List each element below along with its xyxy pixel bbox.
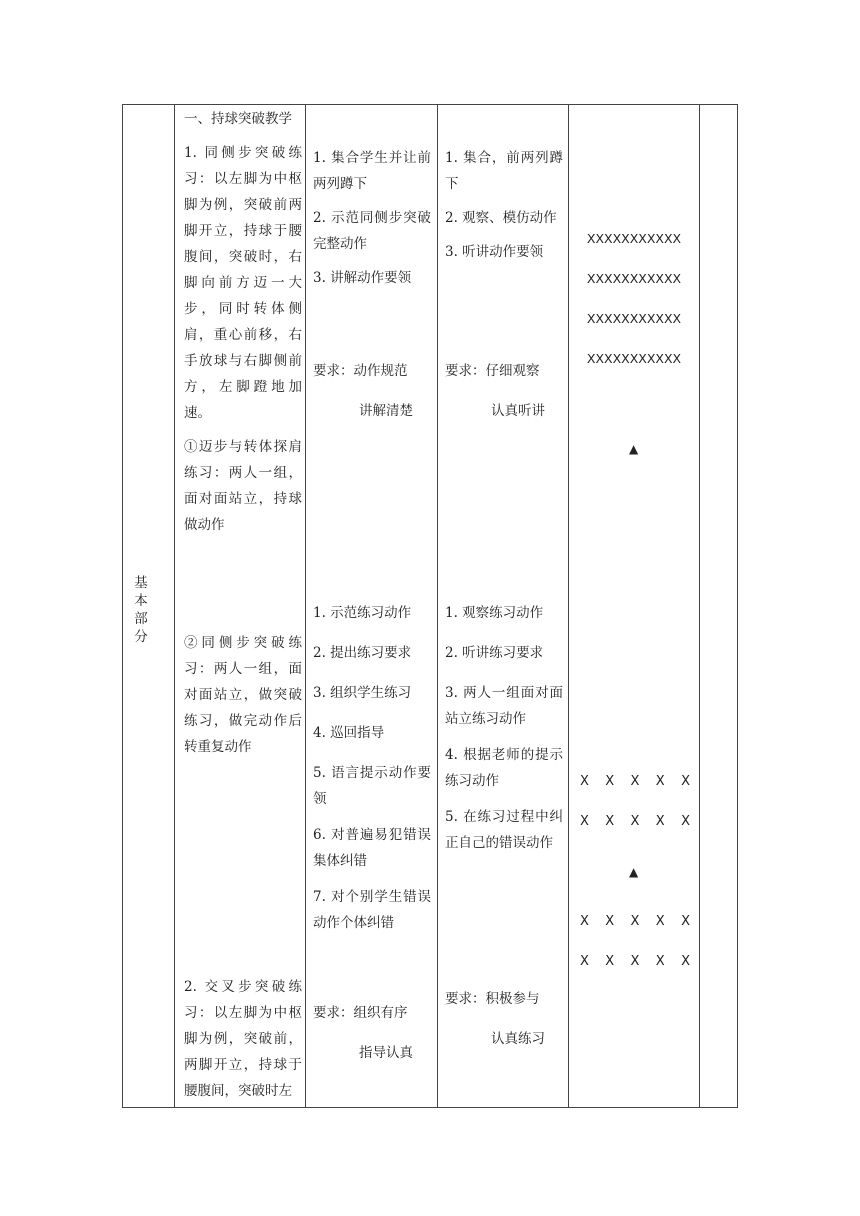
student-mark: X	[630, 774, 640, 789]
column-divider	[437, 104, 438, 1108]
list-item: 3. 讲解动作要领	[313, 270, 412, 286]
content-column-b	[184, 630, 302, 768]
student-mark: X	[605, 954, 615, 969]
column-divider	[174, 104, 175, 1108]
requirement-line: 认真听讲	[491, 403, 545, 419]
list-item: 7. 对个别学生错误动作个体纠错	[313, 889, 431, 931]
teacher-marker-icon: ▲	[629, 442, 639, 456]
content-column-c	[184, 974, 302, 1112]
lesson-title: 一、持球突破教学	[184, 111, 292, 127]
formation-row: XXXXXXXXXXX	[586, 271, 682, 286]
drill-step-2: ②同侧步突破练习：两人一组，面对面站立，做突破练习，做完动作后转重复动作	[184, 635, 302, 755]
student-requirement-b	[445, 986, 563, 1060]
student-mark: X	[580, 954, 589, 969]
list-item: 6. 对普遍易犯错误集体纠错	[313, 827, 431, 869]
student-activities-a	[445, 145, 563, 273]
list-item: 2. 听讲练习要求	[445, 645, 544, 661]
student-mark: X	[605, 774, 615, 789]
requirement-label: 要求：动作规范	[313, 363, 408, 379]
student-mark: X	[681, 774, 690, 789]
formation-row	[580, 954, 690, 969]
requirement-label: 要求：组织有序	[313, 1005, 408, 1021]
list-item: 3. 听讲动作要领	[445, 244, 544, 260]
student-mark: X	[681, 914, 690, 929]
list-item: 3. 组织学生练习	[313, 685, 412, 701]
drill-step-1: ①迈步与转体探肩练习：两人一组，面对面站立，持球做动作	[184, 439, 302, 533]
student-mark: X	[655, 774, 665, 789]
formation-row	[580, 914, 690, 929]
section-label: 基 本 部 分	[134, 575, 148, 645]
student-mark: X	[655, 954, 665, 969]
student-mark: X	[580, 774, 589, 789]
list-item: 2. 观察、模仿动作	[445, 210, 557, 226]
requirement-label: 要求：积极参与	[445, 991, 540, 1007]
teacher-marker-icon: ▲	[629, 865, 639, 879]
list-item: 3. 两人一组面对面站立练习动作	[445, 685, 563, 727]
list-item: 5. 在练习过程中纠正自己的错误动作	[445, 809, 563, 851]
student-mark: X	[681, 814, 690, 829]
student-mark: X	[605, 814, 615, 829]
requirement-line: 指导认真	[359, 1045, 413, 1061]
list-item: 4. 根据老师的提示练习动作	[445, 747, 563, 789]
teacher-requirement-a	[313, 358, 431, 432]
content-column	[184, 106, 302, 546]
formation-row: XXXXXXXXXXX	[586, 351, 682, 366]
list-item: 2. 提出练习要求	[313, 645, 412, 661]
list-item: 1. 集合学生并让前两列蹲下	[313, 150, 431, 192]
student-mark: X	[580, 914, 589, 929]
column-divider	[699, 104, 700, 1108]
student-mark: X	[605, 914, 615, 929]
student-mark: X	[681, 954, 690, 969]
requirement-label: 要求：仔细观察	[445, 363, 540, 379]
formation-row	[580, 774, 690, 789]
list-item: 1. 示范练习动作	[313, 605, 412, 621]
column-divider	[568, 104, 569, 1108]
formation-row: XXXXXXXXXXX	[586, 311, 682, 326]
teacher-requirement-b	[313, 1000, 431, 1074]
teacher-activities-a	[313, 145, 431, 299]
list-item: 5. 语言提示动作要领	[313, 765, 431, 807]
formation-row	[580, 814, 690, 829]
student-mark: X	[630, 814, 640, 829]
requirement-line: 认真练习	[491, 1031, 545, 1047]
student-mark: X	[630, 954, 640, 969]
student-requirement-a	[445, 358, 563, 432]
requirement-line: 讲解清楚	[359, 403, 413, 419]
list-item: 1. 观察练习动作	[445, 605, 544, 621]
teacher-activities-b	[313, 600, 431, 944]
student-mark: X	[630, 914, 640, 929]
student-mark: X	[655, 914, 665, 929]
drill-description: 1. 同侧步突破练习：以左脚为中枢脚为例，突破前两脚开立，持球于腰腹间，突破时，右脚向前方迈一大步，同时转体侧肩，重心前移，右手放球与右脚侧前方，左脚蹬地加速。	[184, 145, 302, 421]
column-divider	[305, 104, 306, 1108]
drill-description-2: 2. 交叉步突破练习：以左脚为中枢脚为例，突破前，两脚开立，持球于腰腹间，突破时左	[184, 979, 302, 1099]
list-item: 1. 集合，前两列蹲下	[445, 150, 563, 192]
list-item: 2. 示范同侧步突破完整动作	[313, 210, 431, 252]
student-mark: X	[655, 814, 665, 829]
student-mark: X	[580, 814, 589, 829]
list-item: 4. 巡回指导	[313, 725, 385, 741]
student-activities-b	[445, 600, 563, 864]
formation-row: XXXXXXXXXXX	[586, 231, 682, 246]
